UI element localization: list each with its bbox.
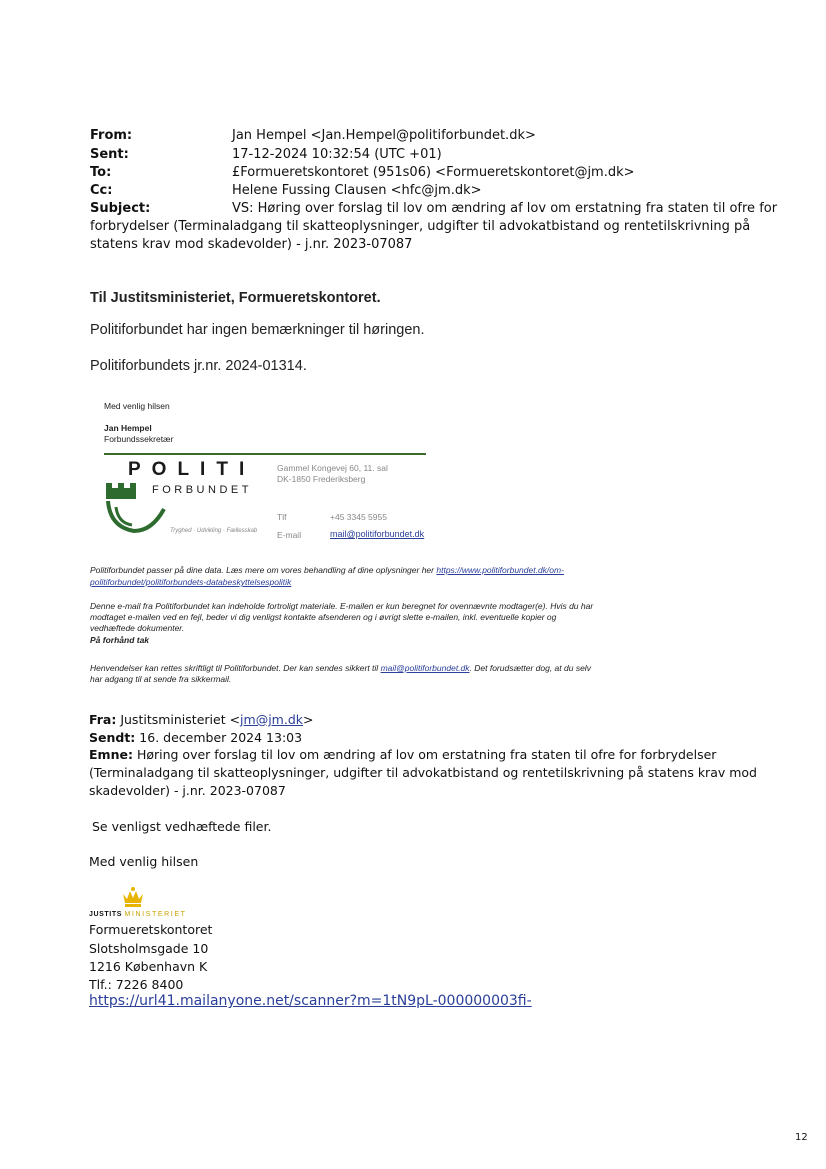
fwd-subject-line-2: (Terminaladgang til skatteoplysninger, udgifter til advokatbistand og rentetilskrivning på statens krav mod (89, 765, 757, 780)
secure-email-link[interactable]: mail@politiforbundet.dk (380, 663, 470, 673)
scanner-url-link[interactable]: https://url41.mailanyone.net/scanner?m=1tN9pL-000000003fi- (89, 993, 532, 1009)
tlf-value: +45 3345 5955 (330, 512, 387, 522)
fwd-subject-label: Emne: (89, 747, 133, 762)
signature-name: Jan Hempel (104, 423, 152, 433)
logo-forbundet-text: FORBUNDET (152, 484, 252, 496)
reference: Politiforbundets jr.nr. 2024-01314. (90, 358, 307, 374)
logo-politi-text: POLITI (128, 459, 256, 480)
email-label: E-mail (277, 530, 302, 540)
sent-value: 17-12-2024 10:32:54 (UTC +01) (232, 147, 442, 162)
cc-label: Cc: (90, 183, 113, 198)
signature-email-link[interactable]: mail@politiforbundet.dk (330, 529, 425, 539)
subject-label: Subject: (90, 201, 151, 216)
office-street: Slotsholmsgade 10 (89, 941, 209, 956)
fwd-sent-value: 16. december 2024 13:03 (139, 730, 303, 745)
secure-text-b: . Det forudsætter dog, at du selv (469, 663, 591, 673)
privacy-link-line-2-wrap (90, 577, 291, 589)
signature-regards: Med venlig hilsen (104, 401, 170, 411)
logo-motto: Tryghed · Udvikling · Fællesskab (170, 528, 258, 534)
fwd-from-label: Fra: (89, 712, 117, 727)
fwd-subject (89, 746, 716, 764)
address-line-1: Gammel Kongevej 60, 11. sal (277, 463, 388, 473)
fwd-regards: Med venlig hilsen (89, 854, 199, 869)
to-value: £Formueretskontoret (951s06) <Formueretskontoret@jm.dk> (232, 165, 635, 180)
from-value: Jan Hempel <Jan.Hempel@politiforbundet.dk> (232, 128, 536, 143)
sent-label: Sent: (90, 147, 129, 162)
from-label: From: (90, 128, 133, 143)
politiforbundet-logo (100, 457, 270, 547)
secure-line-2: har adgang til at sende fra sikkermail. (90, 674, 232, 684)
attachments-note: Se venligst vedhæftede filer. (92, 819, 272, 834)
fwd-from-close: > (303, 712, 314, 727)
fwd-sent-label: Sendt: (89, 730, 136, 745)
to-label: To: (90, 165, 112, 180)
crown-icon (120, 886, 146, 908)
privacy-link-1[interactable]: https://www.politiforbundet.dk/om- (436, 565, 564, 575)
tlf-label: Tlf (277, 512, 287, 522)
confidential-line-4: På forhånd tak (90, 635, 150, 645)
logo-ministeriet-text: MINISTERIET (124, 911, 187, 918)
fwd-subject-line-1: Høring over forslag til lov om ændring af lov om erstatning fra staten til ofre for forbrydelser (136, 747, 717, 762)
page-number: 12 (795, 1132, 808, 1143)
justitsministeriet-logo (89, 911, 186, 918)
signature-title: Forbundssekretær (104, 434, 174, 444)
privacy-text: Politiforbundet passer på dine data. Læs mere om vores behandling af dine oplysninger her (90, 565, 434, 575)
cc-value: Helene Fussing Clausen <hfc@jm.dk> (232, 183, 482, 198)
subject-line-3: statens krav mod skadevolder) - j.nr. 2023-07087 (90, 237, 413, 252)
crown-shield-icon (102, 479, 172, 539)
fwd-from (89, 711, 313, 729)
subject-line-1: VS: Høring over forslag til lov om ændring af lov om erstatning fra staten til ofre for (232, 201, 778, 216)
confidential-line-1: Denne e-mail fra Politiforbundet kan indeholde fortroligt materiale. E-mailen er kun beregnet for ovennævnte modtager(e). Hvis du har (90, 601, 594, 611)
fwd-from-email-link[interactable]: jm@jm.dk (240, 712, 303, 727)
office-city: 1216 København K (89, 959, 208, 974)
address-line-2: DK-1850 Frederiksberg (277, 474, 366, 484)
message: Politiforbundet har ingen bemærkninger til høringen. (90, 322, 425, 338)
signature-divider (104, 453, 426, 455)
greeting: Til Justitsministeriet, Formueretskontoret. (90, 290, 381, 306)
secure-notice (90, 663, 591, 675)
fwd-subject-line-3: skadevolder) - j.nr. 2023-07087 (89, 783, 286, 798)
privacy-notice (90, 565, 564, 577)
office-name: Formueretskontoret (89, 922, 213, 937)
fwd-sent (89, 729, 302, 747)
fwd-from-value: Justitsministeriet < (120, 712, 241, 727)
office-phone: Tlf.: 7226 8400 (89, 977, 184, 992)
privacy-link-2[interactable]: politiforbundet/politiforbundets-databeskyttelsespolitik (90, 577, 292, 587)
subject-line-2: forbrydelser (Terminaladgang til skatteoplysninger, udgifter til advokatbistand og rentetilskrivning på (90, 219, 751, 234)
logo-justits-text: JUSTITS (89, 911, 122, 918)
confidential-line-2: modtaget e-mailen ved en fejl, beder vi dig venligst kontakte afsenderen og i øvrigt slette e-mailen, inkl. eventuelle kopier og (90, 612, 557, 622)
secure-text-a: Henvendelser kan rettes skriftligt til Politiforbundet. Der kan sendes sikkert til (90, 663, 379, 673)
confidential-line-3: vedhæftede dokumenter. (90, 623, 185, 633)
